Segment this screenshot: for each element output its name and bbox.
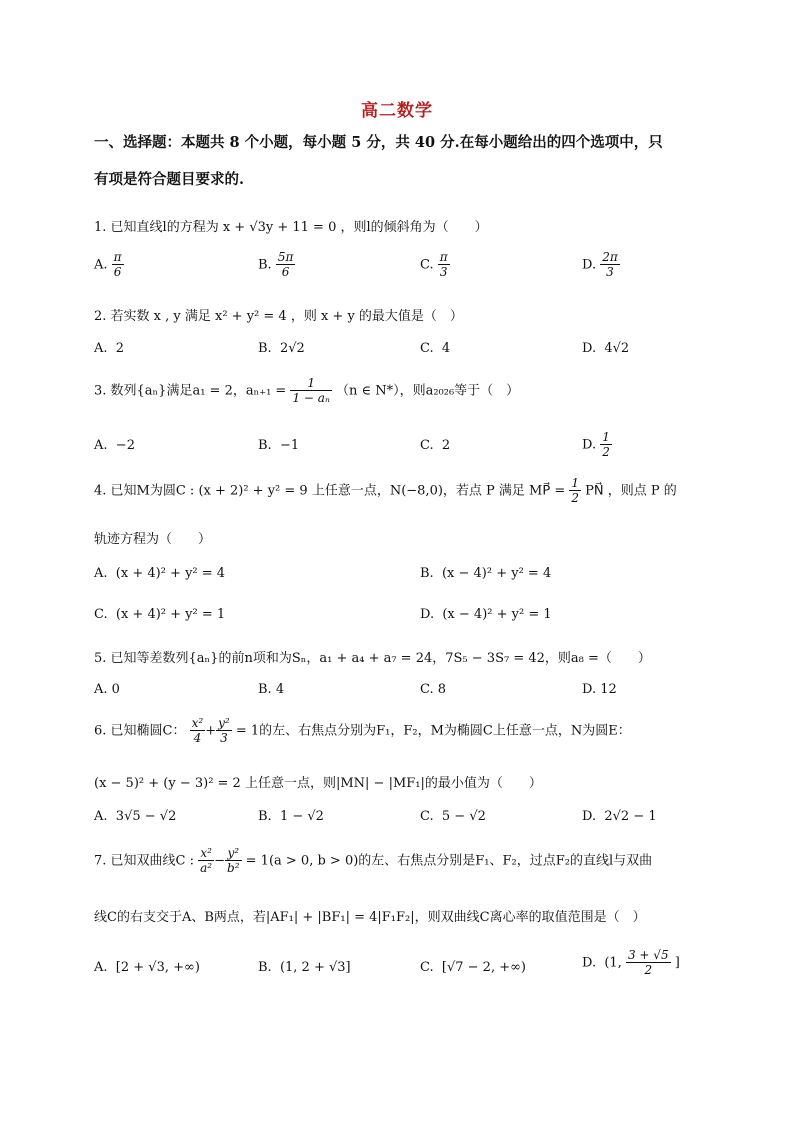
option-letter: D. (582, 341, 597, 356)
option-value: 4 (275, 682, 285, 697)
question-fraction: $\frac{\text{y²}}{3}$ (218, 716, 230, 746)
option-value: (x − 4)² + y² = 1 (442, 607, 552, 622)
option-value-part: ] (674, 955, 680, 971)
question-text-part: = 1的左、右焦点分别为F₁，F₂，M为椭圆C上任意一点，N为圆E： (235, 723, 631, 739)
option-value: 2√2 − 1 (604, 809, 657, 824)
section-heading-line-1: 一、选择题：本题共 8 个小题，每小题 5 分，共 40 分.在每小题给出的四个选项中，只 (94, 134, 663, 151)
option-letter: B. (258, 438, 272, 453)
option-letter: B. (420, 566, 434, 581)
question-fraction: $\frac{1}{2}$ (571, 476, 580, 506)
option-fraction: $\frac{5\pi}{6}$ (277, 250, 294, 280)
question-text-part: 3. 数列{aₙ}满足a₁ = 2，aₙ₊₁ = (94, 383, 287, 399)
question-2-option-a[interactable] (94, 341, 124, 356)
option-letter: B. (258, 257, 272, 273)
option-value: [2 + √3, +∞) (115, 960, 200, 975)
option-fraction: $\frac{\pi}{6}$ (113, 250, 122, 280)
option-letter: D. (420, 607, 435, 622)
option-letter: B. (258, 341, 272, 356)
option-value: 0 (111, 682, 120, 697)
question-text-part: （n ∈ N*），则a₂₀₂₆等于（ ） (335, 383, 520, 399)
question-2-option-d[interactable] (582, 341, 629, 356)
option-fraction: $\frac{\pi}{3}$ (439, 250, 448, 280)
option-letter: A. (94, 809, 108, 824)
question-fraction: $\frac{\text{x²}}{\text{a²}}$ (200, 846, 213, 876)
question-7-option-b[interactable] (258, 960, 351, 975)
option-letter: D. (582, 682, 597, 697)
question-6-option-c[interactable] (420, 809, 486, 824)
question-7-option-a[interactable] (94, 960, 200, 975)
option-value: −1 (279, 438, 300, 453)
question-fraction: $\frac{\text{y²}}{\text{b²}}$ (227, 846, 240, 876)
option-value: 2√2 (279, 341, 305, 356)
question-2-text: 2. 若实数 x , y 满足 x² + y² = 4 ，则 x + y 的最大值是（ ） (94, 309, 463, 324)
question-4-option-c[interactable] (94, 607, 225, 622)
option-value: −2 (115, 438, 135, 453)
option-letter: C. (420, 257, 434, 273)
question-6-option-a[interactable] (94, 809, 176, 824)
question-text-part: 4. 已知M为圆C : (x + 2)² + y² = 9 上任意一点，N(−8,0)，若点 P 满足 MP⃗ = (94, 483, 566, 499)
option-letter: B. (258, 809, 272, 824)
question-text-part: = 1(a > 0, b > 0)的左、右焦点分别是F₁、F₂，过点F₂的直线l与双曲 (245, 853, 653, 869)
question-7-text (94, 846, 706, 876)
option-value: 2 (115, 341, 125, 356)
option-letter: A. (94, 682, 108, 697)
question-4-text (94, 476, 706, 506)
option-value: (x + 4)² + y² = 1 (115, 607, 226, 622)
option-letter: D. (582, 437, 597, 453)
option-letter: A. (94, 566, 108, 581)
question-3-option-d[interactable] (582, 430, 612, 460)
question-4-option-d[interactable] (420, 607, 552, 622)
question-1-option-a[interactable] (94, 250, 124, 280)
option-letter: A. (94, 960, 108, 975)
question-4-option-b[interactable] (420, 566, 551, 581)
option-letter: C. (420, 960, 434, 975)
question-operator: − (214, 853, 226, 869)
question-1-option-b[interactable] (258, 250, 295, 280)
question-1-option-d[interactable] (582, 250, 620, 280)
question-1-text: 1. 已知直线l的方程为 x + √3y + 11 = 0 ，则l的倾斜角为（ ） (94, 220, 488, 235)
question-fraction: $\frac{\text{x²}}{4}$ (191, 716, 204, 746)
option-letter: D. (582, 809, 597, 824)
option-letter: A. (94, 257, 108, 273)
question-5-option-a[interactable] (94, 682, 120, 697)
question-3-text (94, 376, 706, 406)
page-title: 高二数学 (361, 101, 433, 121)
question-text-part: PN⃗ ，则点 P 的 (585, 483, 677, 499)
question-5-text: 5. 已知等差数列{aₙ}的前n项和为Sₙ，a₁ + a₄ + a₇ = 24，7S₅ − 3S₇ = 42，则a₈ =（ ） (94, 651, 651, 666)
option-value: [√7 − 2, +∞) (441, 960, 527, 975)
question-1-option-c[interactable] (420, 250, 450, 280)
option-letter: C. (420, 438, 434, 453)
option-fraction: $\frac{1}{2}$ (602, 430, 610, 460)
section-heading-line-2: 有项是符合题目要求的. (94, 171, 245, 188)
option-fraction: $\frac{3 + √5}{2}$ (627, 948, 669, 978)
question-fraction: $\frac{1}{\text{1 − aₙ}}$ (292, 376, 330, 406)
question-operator: + (205, 723, 217, 739)
question-4-text-line-2: 轨迹方程为（ ） (94, 532, 212, 547)
question-7-option-d[interactable] (582, 948, 680, 978)
option-value: 2 (441, 438, 451, 453)
option-letter: C. (420, 682, 434, 697)
option-letter: D. (582, 257, 597, 273)
option-letter: C. (420, 341, 434, 356)
question-7-option-c[interactable] (420, 960, 526, 975)
question-3-option-b[interactable] (258, 438, 299, 453)
option-letter: C. (94, 607, 108, 622)
option-value-part: (1, (604, 955, 622, 971)
question-6-option-b[interactable] (258, 809, 324, 824)
question-2-option-b[interactable] (258, 341, 305, 356)
option-value: 1 − √2 (279, 809, 324, 824)
option-value: (1, 2 + √3] (279, 960, 351, 975)
question-4-option-a[interactable] (94, 566, 225, 581)
question-text-part: 7. 已知双曲线C : (94, 853, 194, 869)
question-5-option-b[interactable] (258, 682, 284, 697)
option-letter: A. (94, 341, 108, 356)
question-3-option-a[interactable] (94, 438, 135, 453)
question-3-option-c[interactable] (420, 438, 450, 453)
option-value: (x − 4)² + y² = 4 (441, 566, 552, 581)
option-letter: B. (258, 682, 272, 697)
question-5-option-d[interactable] (582, 682, 617, 697)
question-6-text-line-2: (x − 5)² + (y − 3)² = 2 上任意一点，则|MN| − |MF₁|的最小值为（ ） (94, 776, 542, 791)
option-value: 12 (600, 682, 617, 697)
option-fraction: $\frac{2\pi}{3}$ (602, 250, 618, 280)
option-value: (x + 4)² + y² = 4 (115, 566, 226, 581)
question-5-option-c[interactable] (420, 682, 446, 697)
option-value: 4√2 (604, 341, 630, 356)
question-6-text (94, 716, 706, 746)
question-2-option-c[interactable] (420, 341, 450, 356)
option-letter: A. (94, 438, 108, 453)
option-value: 8 (437, 682, 447, 697)
question-text-part: 6. 已知椭圆C： (94, 723, 186, 739)
option-letter: D. (582, 955, 597, 971)
question-6-option-d[interactable] (582, 809, 657, 824)
option-letter: C. (420, 809, 434, 824)
option-value: 4 (441, 341, 451, 356)
option-value: 3√5 − √2 (115, 809, 177, 824)
option-value: 5 − √2 (441, 809, 486, 824)
option-letter: B. (258, 960, 272, 975)
question-7-text-line-2: 线C的右支交于A、B两点，若|AF₁| + |BF₁| = 4|F₁F₂|，则双曲线C离心率的取值范围是（ ） (94, 910, 646, 925)
